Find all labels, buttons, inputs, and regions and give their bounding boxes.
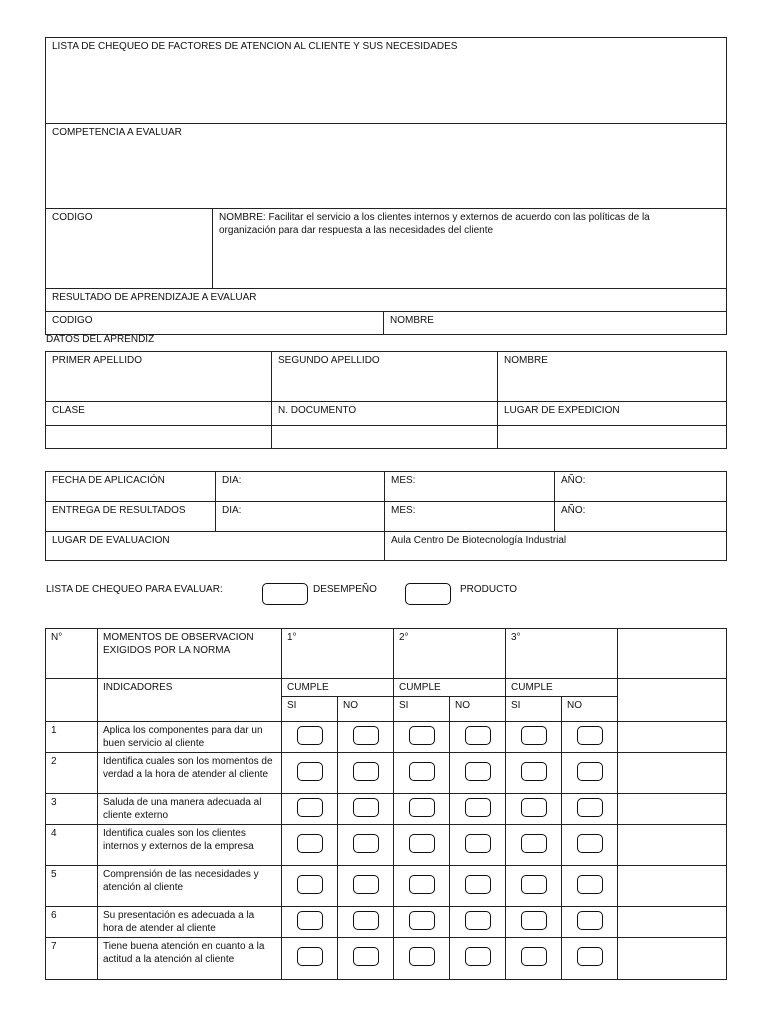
cell-no-2 xyxy=(450,866,506,907)
checkbox-si-3[interactable] xyxy=(521,834,547,853)
cell-no-3 xyxy=(562,753,618,794)
checkbox-no-1[interactable] xyxy=(353,875,379,894)
row-extra xyxy=(618,794,727,825)
cell-si-3 xyxy=(506,938,562,980)
checkbox-si-1[interactable] xyxy=(297,726,323,745)
row-extra xyxy=(618,866,727,907)
checkbox-si-1[interactable] xyxy=(297,834,323,853)
checkbox-no-2[interactable] xyxy=(465,726,491,745)
cell-si-1 xyxy=(282,938,338,980)
si-2: SI xyxy=(394,697,450,722)
row-number: 4 xyxy=(46,825,98,866)
aprendiz-section-title: DATOS DEL APRENDIZ xyxy=(46,334,155,345)
moment-3-header: 3° xyxy=(506,629,618,679)
checkbox-no-1[interactable] xyxy=(353,726,379,745)
cell-no-3 xyxy=(562,907,618,938)
cell-si-2 xyxy=(394,866,450,907)
checkbox-no-2[interactable] xyxy=(465,911,491,930)
table-row xyxy=(46,825,727,866)
table-row xyxy=(46,938,727,980)
no-3: NO xyxy=(562,697,618,722)
row-number: 6 xyxy=(46,907,98,938)
cell-no-3 xyxy=(562,866,618,907)
cell-si-1 xyxy=(282,753,338,794)
cell-si-1 xyxy=(282,866,338,907)
table-row xyxy=(46,794,727,825)
num-header: N° xyxy=(46,629,98,679)
cell-no-2 xyxy=(450,722,506,753)
fecha-aplicacion-mes[interactable]: MES: xyxy=(385,472,555,502)
checkbox-no-3[interactable] xyxy=(577,875,603,894)
cell-no-1 xyxy=(338,866,394,907)
cell-si-1 xyxy=(282,907,338,938)
checkbox-no-3[interactable] xyxy=(577,834,603,853)
checkbox-si-2[interactable] xyxy=(409,798,435,817)
n-documento-value[interactable] xyxy=(272,426,498,449)
checkbox-no-3[interactable] xyxy=(577,762,603,781)
cell-si-2 xyxy=(394,938,450,980)
tipo-label: LISTA DE CHEQUEO PARA EVALUAR: xyxy=(46,584,223,595)
checklist-table xyxy=(45,628,727,980)
checkbox-si-2[interactable] xyxy=(409,875,435,894)
lugar-evaluacion-value: Aula Centro De Biotecnología Industrial xyxy=(385,532,727,561)
primer-apellido-label: PRIMER APELLIDO xyxy=(46,352,272,402)
checkbox-no-3[interactable] xyxy=(577,726,603,745)
checkbox-si-1[interactable] xyxy=(297,762,323,781)
competencia-nombre: NOMBRE: Facilitar el servicio a los clientes internos y externos de acuerdo con las políticas de la organización para dar respuesta a las necesidades del cliente xyxy=(213,209,727,289)
cell-no-2 xyxy=(450,825,506,866)
cell-si-2 xyxy=(394,825,450,866)
checkbox-si-1[interactable] xyxy=(297,875,323,894)
entrega-resultados-mes[interactable]: MES: xyxy=(385,502,555,532)
fechas-table xyxy=(45,471,727,561)
row-indicator: Identifica cuales son los clientes internos y externos de la empresa xyxy=(98,825,282,866)
table-row xyxy=(46,722,727,753)
row-number: 3 xyxy=(46,794,98,825)
aprendiz-table xyxy=(45,351,727,449)
checkbox-no-1[interactable] xyxy=(353,834,379,853)
row-extra xyxy=(618,907,727,938)
segundo-apellido-label: SEGUNDO APELLIDO xyxy=(272,352,498,402)
checklist-rows xyxy=(46,722,727,980)
checkbox-no-1[interactable] xyxy=(353,911,379,930)
cumple-1: CUMPLE xyxy=(282,679,394,697)
extra-header xyxy=(618,629,727,679)
row-extra xyxy=(618,938,727,980)
cell-si-2 xyxy=(394,753,450,794)
codigo-label: CODIGO xyxy=(46,209,213,289)
row-indicator: Su presentación es adecuada a la hora de atender al cliente xyxy=(98,907,282,938)
table-row xyxy=(46,866,727,907)
extra-subheader xyxy=(618,679,727,722)
cell-si-2 xyxy=(394,907,450,938)
cell-no-2 xyxy=(450,753,506,794)
no-1: NO xyxy=(338,697,394,722)
row-indicator: Tiene buena atención en cuanto a la actitud a la atención al cliente xyxy=(98,938,282,980)
checkbox-si-3[interactable] xyxy=(521,762,547,781)
cell-no-3 xyxy=(562,938,618,980)
cell-si-2 xyxy=(394,722,450,753)
checkbox-no-2[interactable] xyxy=(465,947,491,966)
cell-si-3 xyxy=(506,753,562,794)
form-title: LISTA DE CHEQUEO DE FACTORES DE ATENCION AL CLIENTE Y SUS NECESIDADES xyxy=(46,38,727,124)
cumple-2: CUMPLE xyxy=(394,679,506,697)
row-indicator: Aplica los componentes para dar un buen servicio al cliente xyxy=(98,722,282,753)
checkbox-si-3[interactable] xyxy=(521,875,547,894)
checkbox-no-2[interactable] xyxy=(465,798,491,817)
checkbox-no-2[interactable] xyxy=(465,762,491,781)
checkbox-si-1[interactable] xyxy=(297,798,323,817)
moment-2-header: 2° xyxy=(394,629,506,679)
clase-value[interactable] xyxy=(46,426,272,449)
checkbox-si-2[interactable] xyxy=(409,911,435,930)
cell-no-1 xyxy=(338,753,394,794)
cell-no-1 xyxy=(338,907,394,938)
indicadores-header: INDICADORES xyxy=(98,679,282,722)
row-indicator: Comprensión de las necesidades y atención al cliente xyxy=(98,866,282,907)
table-row xyxy=(46,753,727,794)
checkbox-si-2[interactable] xyxy=(409,762,435,781)
row-number: 2 xyxy=(46,753,98,794)
no-2: NO xyxy=(450,697,506,722)
row-number: 5 xyxy=(46,866,98,907)
row-extra xyxy=(618,722,727,753)
n-documento-label: N. DOCUMENTO xyxy=(272,402,498,426)
si-1: SI xyxy=(282,697,338,722)
producto-label: PRODUCTO xyxy=(460,584,518,595)
si-3: SI xyxy=(506,697,562,722)
row-extra xyxy=(618,825,727,866)
row-number: 1 xyxy=(46,722,98,753)
lugar-evaluacion-label: LUGAR DE EVALUACION xyxy=(46,532,385,561)
cell-no-2 xyxy=(450,938,506,980)
checkbox-si-3[interactable] xyxy=(521,911,547,930)
lugar-expedicion-label: LUGAR DE EXPEDICION xyxy=(498,402,727,426)
cell-si-1 xyxy=(282,825,338,866)
checkbox-no-3[interactable] xyxy=(577,911,603,930)
cell-no-3 xyxy=(562,825,618,866)
row-indicator: Saluda de una manera adecuada al cliente externo xyxy=(98,794,282,825)
entrega-resultados-label: ENTREGA DE RESULTADOS xyxy=(46,502,216,532)
checkbox-si-3[interactable] xyxy=(521,947,547,966)
checkbox-no-3[interactable] xyxy=(577,798,603,817)
cell-no-1 xyxy=(338,938,394,980)
checkbox-si-2[interactable] xyxy=(409,726,435,745)
cell-si-3 xyxy=(506,907,562,938)
row-indicator: Identifica cuales son los momentos de verdad a la hora de atender al cliente xyxy=(98,753,282,794)
table-row xyxy=(46,907,727,938)
checkbox-no-1[interactable] xyxy=(353,798,379,817)
fecha-aplicacion-label: FECHA DE APLICACIÓN xyxy=(46,472,216,502)
checkbox-no-2[interactable] xyxy=(465,834,491,853)
checkbox-no-1[interactable] xyxy=(353,762,379,781)
cell-si-1 xyxy=(282,722,338,753)
entrega-resultados-anio[interactable]: AÑO: xyxy=(555,502,727,532)
checkbox-no-2[interactable] xyxy=(465,875,491,894)
cell-no-1 xyxy=(338,794,394,825)
checkbox-si-1[interactable] xyxy=(297,947,323,966)
lugar-expedicion-value[interactable] xyxy=(498,426,727,449)
moment-1-header: 1° xyxy=(282,629,394,679)
fecha-aplicacion-anio[interactable]: AÑO: xyxy=(555,472,727,502)
cell-si-1 xyxy=(282,794,338,825)
fecha-aplicacion-dia[interactable]: DIA: xyxy=(216,472,385,502)
entrega-resultados-dia[interactable]: DIA: xyxy=(216,502,385,532)
desempeno-label: DESEMPEÑO xyxy=(313,584,377,595)
resultado-codigo-label: CODIGO xyxy=(46,312,384,335)
cell-no-2 xyxy=(450,794,506,825)
checkbox-si-2[interactable] xyxy=(409,947,435,966)
cell-si-3 xyxy=(506,722,562,753)
num-subheader xyxy=(46,679,98,722)
header-table xyxy=(45,37,727,335)
producto-checkbox[interactable] xyxy=(405,583,451,605)
cell-no-2 xyxy=(450,907,506,938)
checkbox-no-3[interactable] xyxy=(577,947,603,966)
cell-si-2 xyxy=(394,794,450,825)
row-number: 7 xyxy=(46,938,98,980)
resultado-nombre-label: NOMBRE xyxy=(384,312,727,335)
checkbox-si-3[interactable] xyxy=(521,726,547,745)
cell-si-3 xyxy=(506,866,562,907)
checkbox-si-2[interactable] xyxy=(409,834,435,853)
cell-no-3 xyxy=(562,722,618,753)
checkbox-no-1[interactable] xyxy=(353,947,379,966)
checkbox-si-1[interactable] xyxy=(297,911,323,930)
cumple-3: CUMPLE xyxy=(506,679,618,697)
resultado-label: RESULTADO DE APRENDIZAJE A EVALUAR xyxy=(46,289,727,312)
nombre-label: NOMBRE xyxy=(498,352,727,402)
cell-no-3 xyxy=(562,794,618,825)
row-extra xyxy=(618,753,727,794)
cell-no-1 xyxy=(338,722,394,753)
checkbox-si-3[interactable] xyxy=(521,798,547,817)
clase-label: CLASE xyxy=(46,402,272,426)
momentos-header: MOMENTOS DE OBSERVACION EXIGIDOS POR LA NORMA xyxy=(98,629,282,679)
cell-si-3 xyxy=(506,794,562,825)
cell-no-1 xyxy=(338,825,394,866)
desempeno-checkbox[interactable] xyxy=(262,583,308,605)
cell-si-3 xyxy=(506,825,562,866)
competencia-label: COMPETENCIA A EVALUAR xyxy=(46,124,727,209)
